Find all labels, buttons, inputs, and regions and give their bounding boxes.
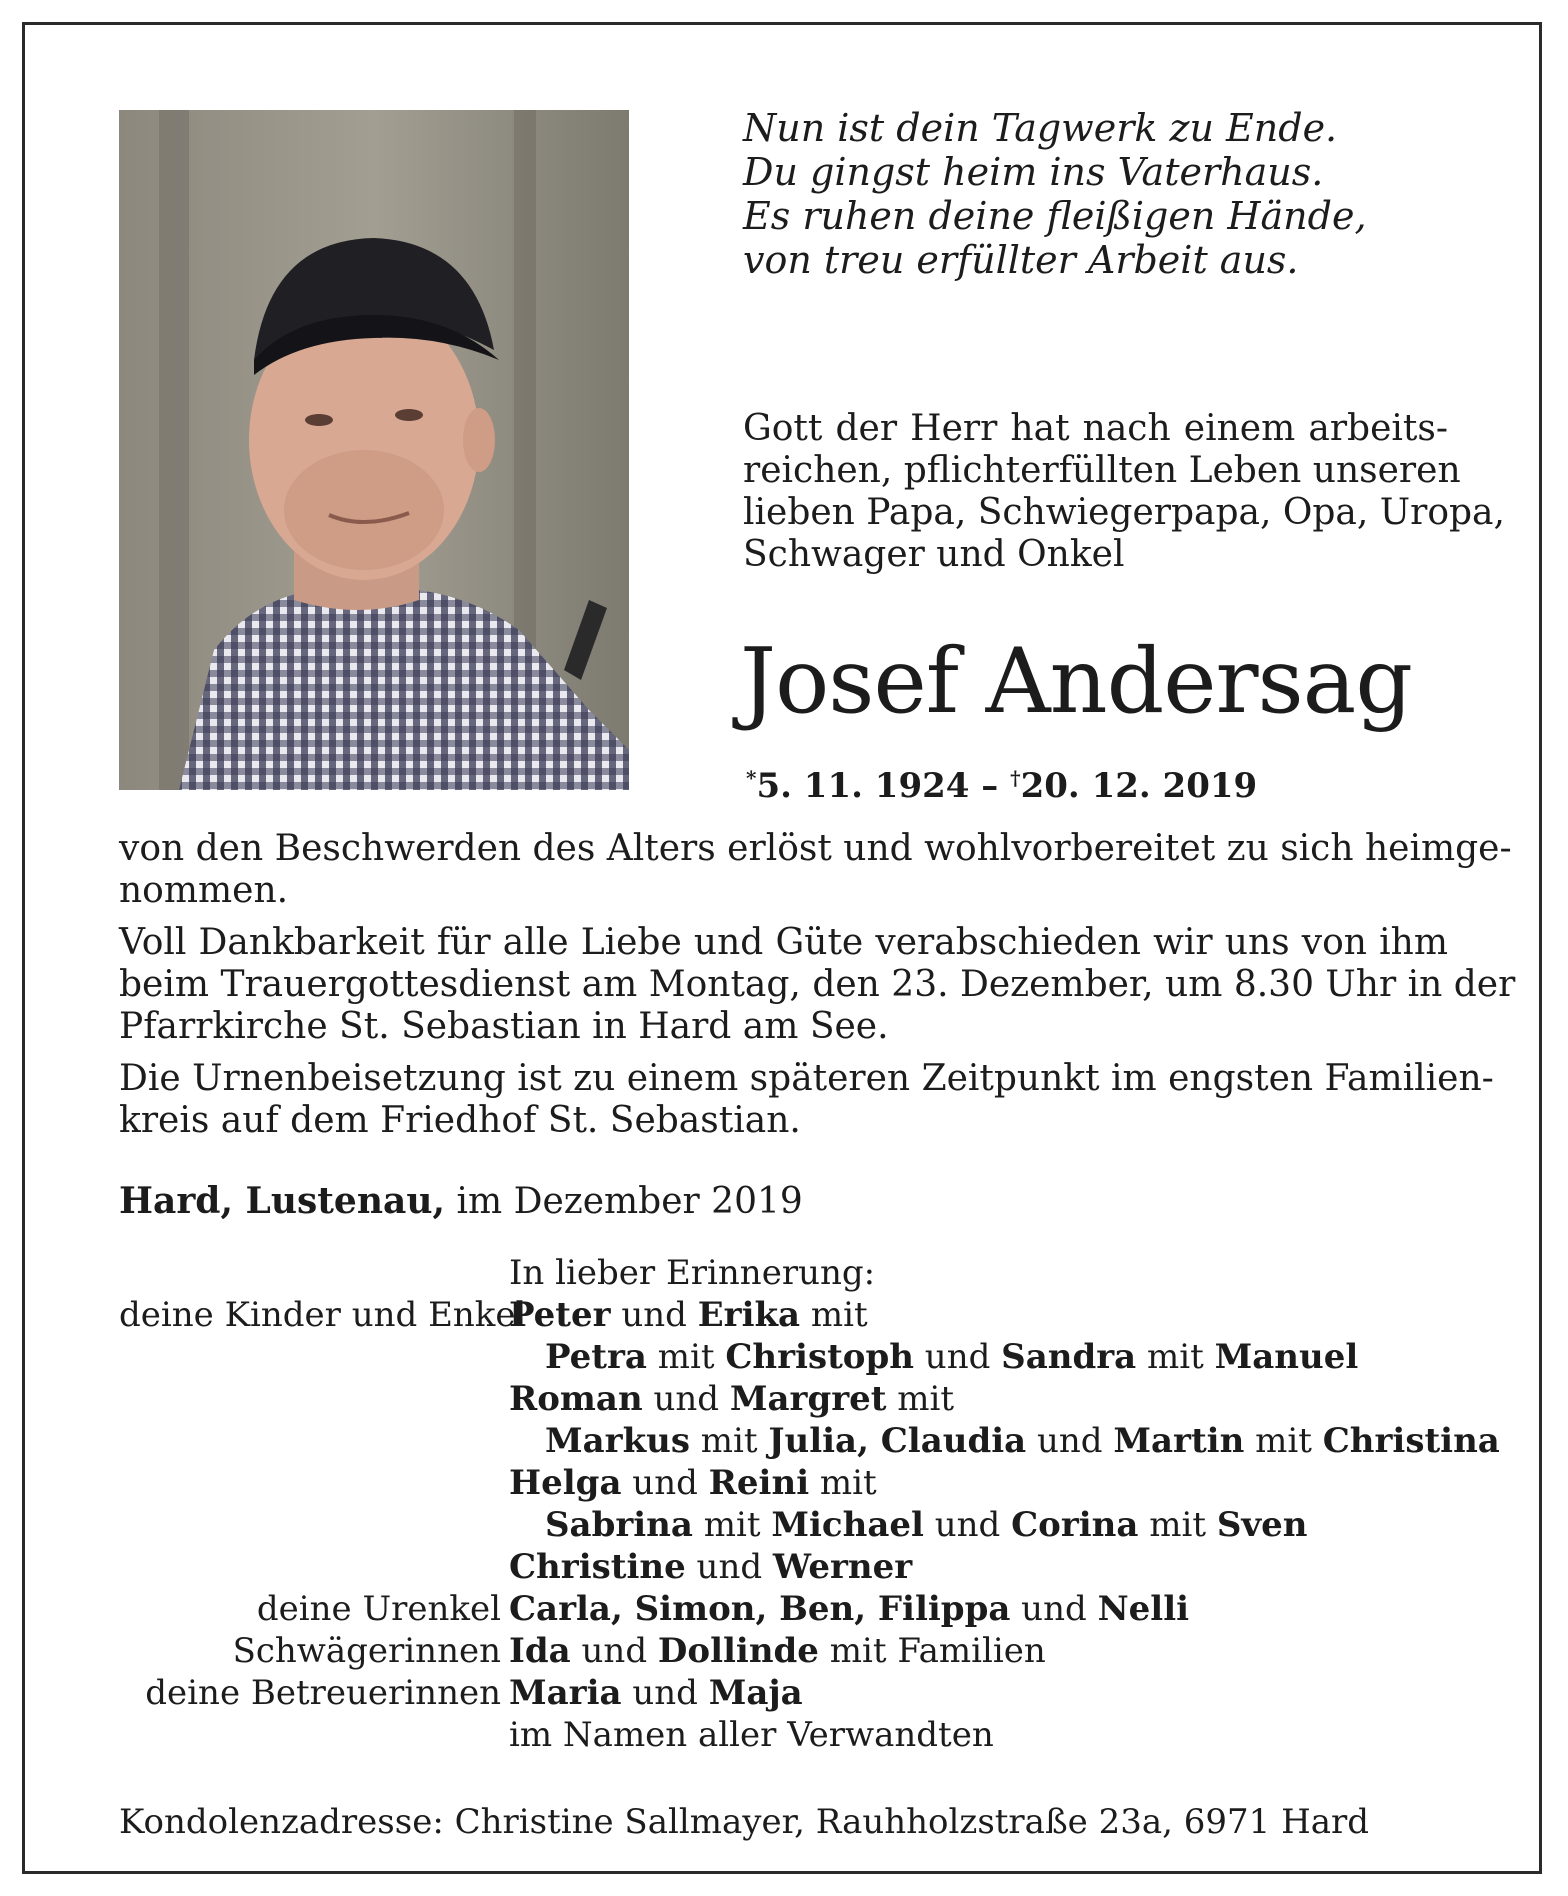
intro-text [743, 408, 1505, 576]
body-line: Pfarrkirche St. Sebastian in Hard am See. [119, 1006, 889, 1047]
intro-line: Schwager und Onkel [743, 534, 1125, 575]
body-text [119, 828, 1516, 1152]
body-line: nommen. [119, 870, 289, 911]
place-date [119, 1180, 803, 1223]
family-row: Roman und Margret mit [509, 1379, 955, 1419]
paragraph-passing [119, 828, 1512, 912]
body-line: von den Beschwerden des Alters erlöst und wohlvorbereitet zu sich heimge- [119, 828, 1512, 869]
deceased-name: Josef Andersag [740, 629, 1412, 734]
family-row: Sabrina mit Michael und Corina mit Sven [545, 1505, 1308, 1545]
family-label-caregivers: deine Betreuerinnen [145, 1673, 501, 1713]
death-symbol: † [1010, 766, 1021, 790]
place-names: Hard, Lustenau, [119, 1180, 446, 1222]
death-date: 20. 12. 2019 [1020, 766, 1258, 806]
family-heading: In lieber Erinnerung: [509, 1253, 876, 1293]
portrait-photo [119, 110, 629, 790]
family-label-sisters-in-law: Schwägerinnen [232, 1631, 501, 1671]
body-line: Die Urnenbeisetzung ist zu einem späteren Zeitpunkt im engsten Familien- [119, 1058, 1494, 1099]
family-row: Christine und Werner [509, 1547, 913, 1587]
condolence-address: Kondolenzadresse: Christine Sallmayer, Rauhholzstraße 23a, 6971 Hard [119, 1802, 1370, 1842]
family-row: Petra mit Christoph und Sandra mit Manuel [545, 1337, 1359, 1377]
paragraph-burial [119, 1058, 1494, 1142]
intro-line: reichen, pflichterfüllten Leben unseren [743, 450, 1461, 491]
body-line: kreis auf dem Friedhof St. Sebastian. [119, 1100, 801, 1141]
family-row: deine Betreuerinnen Maria und Maja [119, 1672, 1499, 1714]
intro-line: Gott der Herr hat nach einem arbeits- [743, 408, 1448, 449]
family-row [119, 1714, 1499, 1756]
birth-symbol: * [746, 766, 757, 790]
family-row: Markus mit Julia, Claudia und Martin mit Christina [545, 1421, 1500, 1461]
place-date-rest: im Dezember 2019 [445, 1181, 803, 1222]
family-closing: im Namen aller Verwandten [509, 1715, 994, 1755]
poem-line: von treu erfüllter Arbeit aus. [743, 238, 1299, 282]
intro-line: lieben Papa, Schwiegerpapa, Opa, Uropa, [743, 492, 1505, 533]
family-row: deine Urenkel Carla, Simon, Ben, Filippa und Nelli [119, 1588, 1499, 1630]
family-row: Schwägerinnen Ida und Dollinde mit Familien [119, 1630, 1499, 1672]
family-row: deine Kinder und Enkel Peter und Erika mit [119, 1295, 868, 1335]
family-row: Helga und Reini mit [509, 1463, 877, 1503]
body-line: beim Trauergottesdienst am Montag, den 23. Dezember, um 8.30 Uhr in der [119, 964, 1516, 1005]
family-list [119, 1252, 1499, 1756]
poem [743, 106, 1483, 282]
date-separator: – [969, 766, 1011, 806]
family-row [119, 1252, 1499, 1294]
family-label-great-grandchildren: deine Urenkel [256, 1589, 501, 1629]
birth-date: 5. 11. 1924 [756, 766, 970, 806]
family-label-children: deine Kinder und Enkel [119, 1295, 527, 1335]
life-dates [746, 758, 1257, 806]
poem-line: Du gingst heim ins Vaterhaus. [743, 150, 1324, 194]
poem-line: Es ruhen deine fleißigen Hände, [743, 194, 1367, 238]
poem-line: Nun ist dein Tagwerk zu Ende. [743, 106, 1338, 150]
body-line: Voll Dankbarkeit für alle Liebe und Güte verabschieden wir uns von ihm [119, 922, 1448, 963]
paragraph-service [119, 922, 1516, 1048]
